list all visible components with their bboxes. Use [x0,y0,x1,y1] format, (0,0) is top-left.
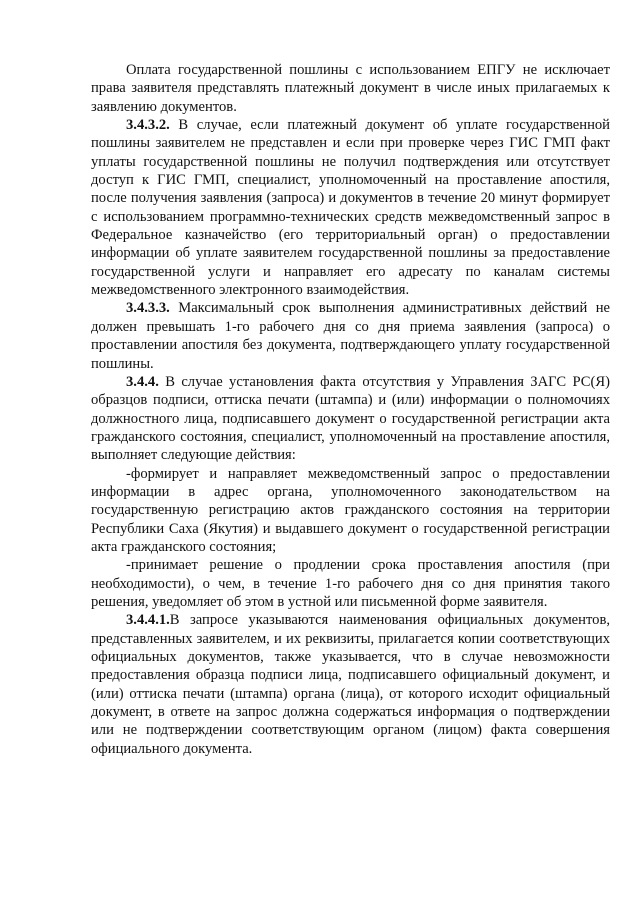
paragraph-3-4-3-3 [91,299,610,372]
paragraph-text: Максимальный срок выполнения административных действий не должен превышать 1-го рабочего дня со дня приема заявления (запроса) о проставлении апостиля без документа, подтверждающего уплату государственной пошлины. [91,300,610,372]
section-number: 3.4.3.2. [126,117,170,134]
paragraph-text: -принимает решение о продлении срока проставления апостиля (при необходимости), о чем, в течение 1-го рабочего дня со дня принятия такого решения, уведомляет об этом в устной или письменной форме заявителя. [91,557,610,610]
document-page [91,61,610,758]
paragraph-text: -формирует и направляет межведомственный запрос о предоставлении информации в адрес органа, уполномоченного законодательством на государственную регистрацию актов гражданского состояния на территории Республики Саха (Якутия) и выдавшего документ о государственной регистрации акта гражданского состояния; [91,465,610,555]
paragraph-action-extension [91,556,610,611]
paragraph-3-4-4 [91,373,610,465]
paragraph-text: Оплата государственной пошлины с использованием ЕПГУ не исключает права заявителя представлять платежный документ в числе иных прилагаемых к заявлению документов. [91,62,610,115]
section-number: 3.4.4. [126,373,159,390]
section-number: 3.4.3.3. [126,300,170,317]
paragraph-3-4-4-1 [91,611,610,758]
paragraph-text: В случае установления факта отсутствия у Управления ЗАГС РС(Я) образцов подписи, оттиска печати (штампа) и (или) информации о полномочиях должностного лица, подписавшего документ о государственной регистрации акта гражданского состояния, специалист, уполномоченный на проставление апостиля, выполняет следующие действия: [91,373,610,464]
section-number: 3.4.4.1. [126,612,170,629]
paragraph-text: В запросе указываются наименования официальных документов, представленных заявителем, и их реквизиты, прилагается копии соответствующих официальных документов, также указывается, что в случае невозможности предоставления образца подписи лица, подписавшего официальный документ, и (или) оттиска печати (штампа) органа (лица), от которого исходит официальный документ, в ответе на запрос должна содержаться информация о подтверждении или не подтверждении соответствующим органом (лицом) факта совершения официального документа. [91,612,610,757]
paragraph-3-4-3-2 [91,116,610,299]
paragraph-action-request [91,465,610,557]
paragraph-text: В случае, если платежный документ об уплате государственной пошлины заявителем не представлен и если при проверке через ГИС ГМП факт уплаты государственной пошлины не получил подтверждения или отсутствует доступ к ГИС ГМП, специалист, уполномоченный на проставление апостиля, после получения заявления (запроса) и документов в течение 20 минут формирует с использованием программно-технических средств межведомственный запрос в Федеральное казначейство (его территориальный орган) о предоставлении информации об уплате заявителем государственной пошлины за предоставление государственной услуги и направляет его адресату по каналам системы межведомственного электронного взаимодействия. [91,117,610,299]
paragraph-epgu-payment [91,61,610,116]
